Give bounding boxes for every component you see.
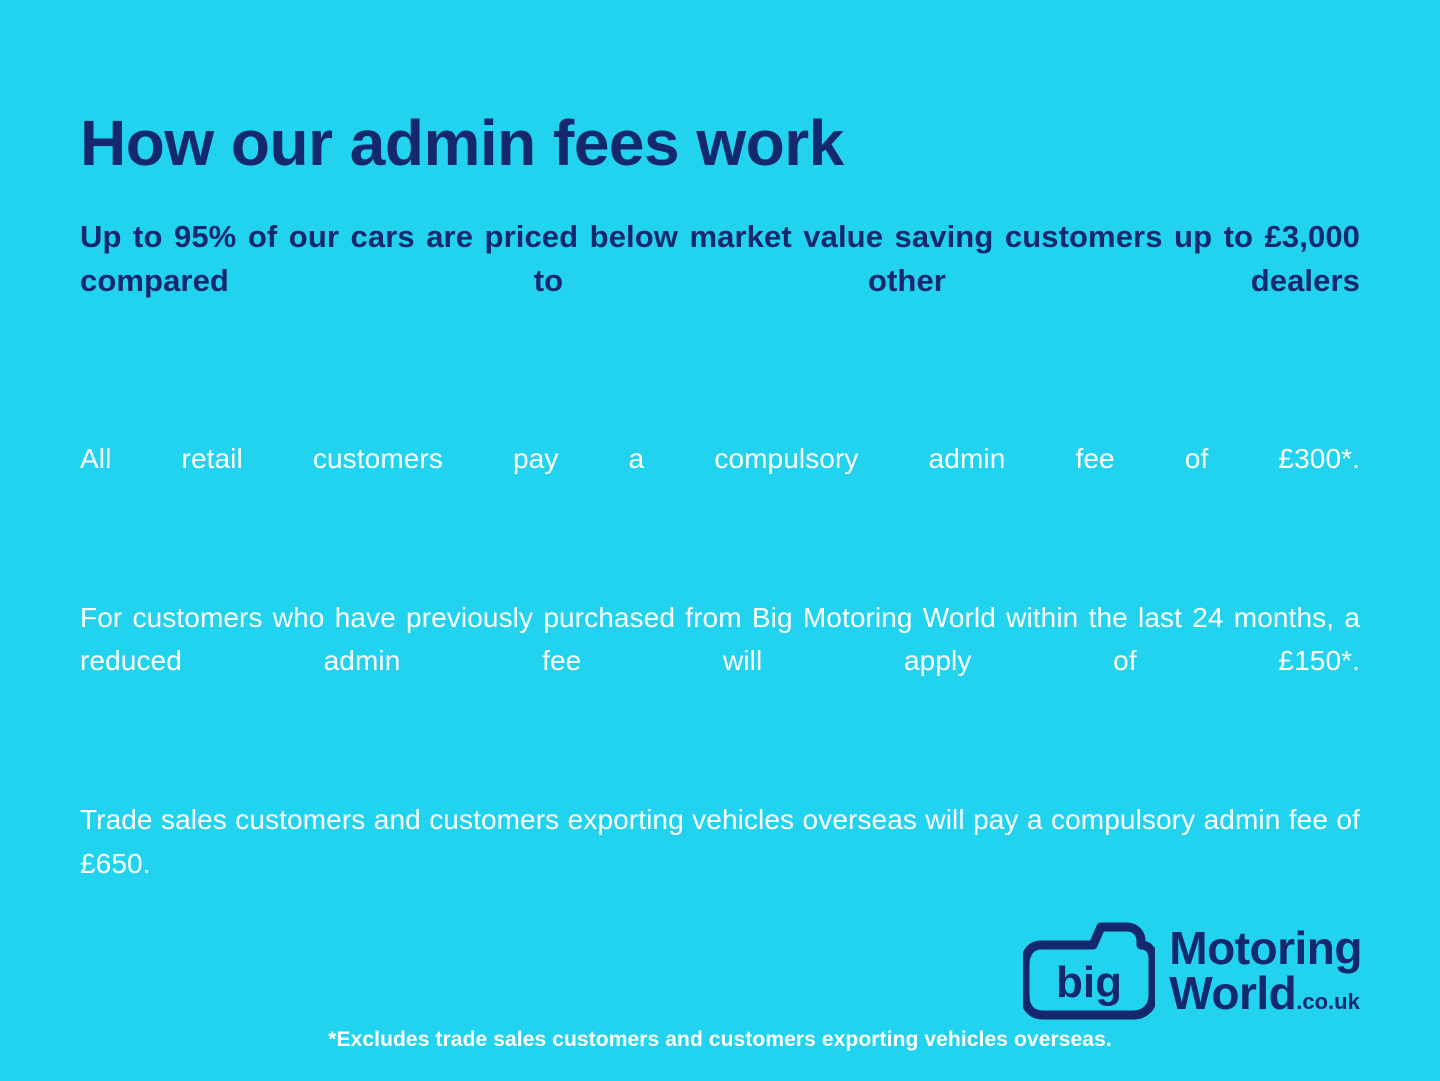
big-car-icon	[1023, 919, 1155, 1023]
subheading: Up to 95% of our cars are priced below market value saving customers up to £3,000 compared to other dealers	[80, 219, 1360, 299]
brand-wordmark	[1169, 921, 1362, 1019]
paragraph-trade-export-fee: Trade sales customers and customers exporting vehicles overseas will pay a compulsory admin fee of £650.	[80, 804, 1360, 879]
page-title: How our admin fees work	[80, 107, 844, 179]
svg-text:big: big	[1056, 958, 1123, 1007]
paragraph-returning-customer-fee: For customers who have previously purchased from Big Motoring World within the last 24 months, a reduced admin fee will apply of £150*.	[80, 602, 1360, 677]
footnote: *Excludes trade sales customers and customers exporting vehicles overseas.	[328, 1028, 1112, 1052]
brand-name-line1: Motoring	[1169, 921, 1362, 974]
paragraph-retail-fee: All retail customers pay a compulsory admin fee of £300*.	[80, 443, 1360, 475]
brand-logo	[1023, 919, 1362, 1023]
brand-name-line2: World	[1169, 967, 1297, 1019]
brand-tld: .co.uk	[1296, 989, 1360, 1014]
